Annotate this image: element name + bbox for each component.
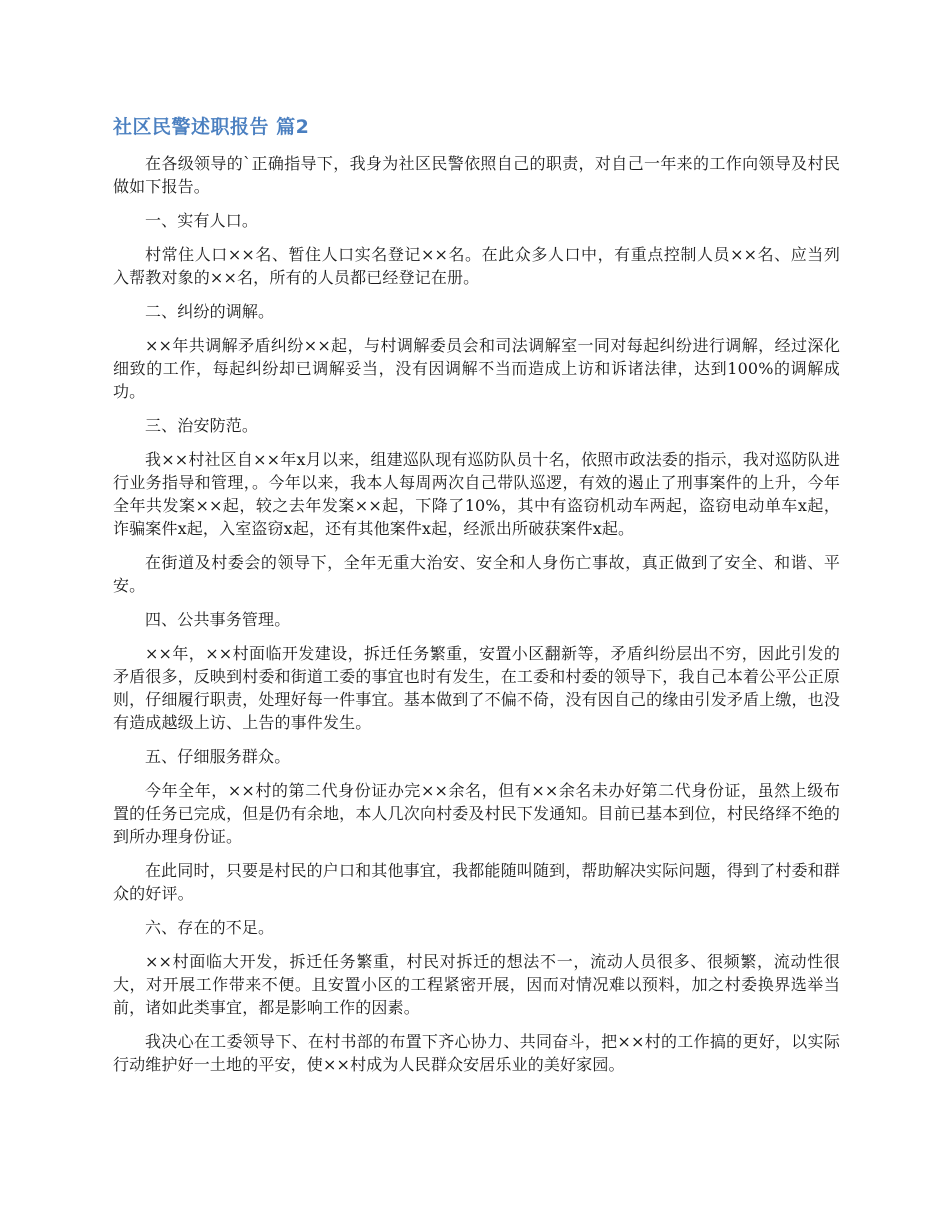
paragraph-resolution: 我决心在工委领导下、在村书部的布置下齐心协力、共同奋斗，把××村的工作搞的更好，以实际行动维护好一土地的平安，使××村成为人民群众安居乐业的美好家园。	[113, 1032, 840, 1074]
paragraph-service-id: 今年全年，××村的第二代身份证办完××余名，但有××余名未办好第二代身份证，虽然上级布置的任务已完成，但是仍有余地，本人几次向村委及村民下发通知。目前已基本到位，村民络绎不绝的到所办理身份证。	[113, 781, 840, 846]
paragraph-security-result: 在街道及村委会的领导下，全年无重大治安、安全和人身伤亡事故，真正做到了安全、和谐、平安。	[113, 553, 840, 595]
paragraph-security: 我××村社区自××年x月以来，组建巡队现有巡防队员十名，依照市政法委的指示，我对巡防队进行业务指导和管理，。今年以来，我本人每周两次自己带队巡逻，有效的遏止了刑事案件的上升，今年全年共发案××起，较之去年发案××起，下降了10%，其中有盗窃机动车两起，盗窃电动单车x起，诈骗案件x起，入室盗窃x起，还有其他案件x起，经派出所破获案件x起。	[113, 450, 840, 538]
paragraph-public-affairs: ××年，××村面临开发建设，拆迁任务繁重，安置小区翻新等，矛盾纠纷层出不穷，因此引发的矛盾很多，反映到村委和街道工委的事宜也时有发生，在工委和村委的领导下，我自己本着公平公正原则，仔细履行职责，处理好每一件事宜。基本做到了不偏不倚，没有因自己的缘由引发矛盾上缴，也没有造成越级上访、上告的事件发生。	[113, 644, 840, 732]
section-heading-public-affairs: 四、公共事务管理。	[145, 610, 291, 629]
paragraph-shortcomings: ××村面临大开发，拆迁任务繁重，村民对拆迁的想法不一，流动人员很多、很频繁，流动性很大，对开展工作带来不便。且安置小区的工程紧密开展，因而对情况难以预料，加之村委换界选举当前，诸如此类事宜，都是影响工作的因素。	[113, 952, 840, 1017]
section-heading-population: 一、实有人口。	[145, 211, 259, 230]
document-title: 社区民警述职报告 篇2	[113, 116, 310, 138]
section-heading-security: 三、治安防范。	[145, 416, 259, 435]
section-heading-service: 五、仔细服务群众。	[145, 747, 291, 766]
paragraph-population: 村常住人口××名、暂住人口实名登记××名。在此众多人口中，有重点控制人员××名、应当列入帮教对象的××名，所有的人员都已经登记在册。	[113, 245, 840, 287]
document-page	[113, 112, 840, 1087]
paragraph-intro: 在各级领导的`正确指导下，我身为社区民警依照自己的职责，对自己一年来的工作向领导及村民做如下报告。	[113, 154, 840, 196]
section-heading-dispute: 二、纠纷的调解。	[145, 302, 275, 321]
paragraph-service-other: 在此同时，只要是村民的户口和其他事宜，我都能随叫随到，帮助解决实际问题，得到了村委和群众的好评。	[113, 861, 840, 903]
section-heading-shortcomings: 六、存在的不足。	[145, 918, 275, 937]
paragraph-dispute: ××年共调解矛盾纠纷××起，与村调解委员会和司法调解室一同对每起纠纷进行调解，经过深化细致的工作，每起纠纷却已调解妥当，没有因调解不当而造成上访和诉诸法律，达到100%的调解成功。	[113, 336, 840, 401]
